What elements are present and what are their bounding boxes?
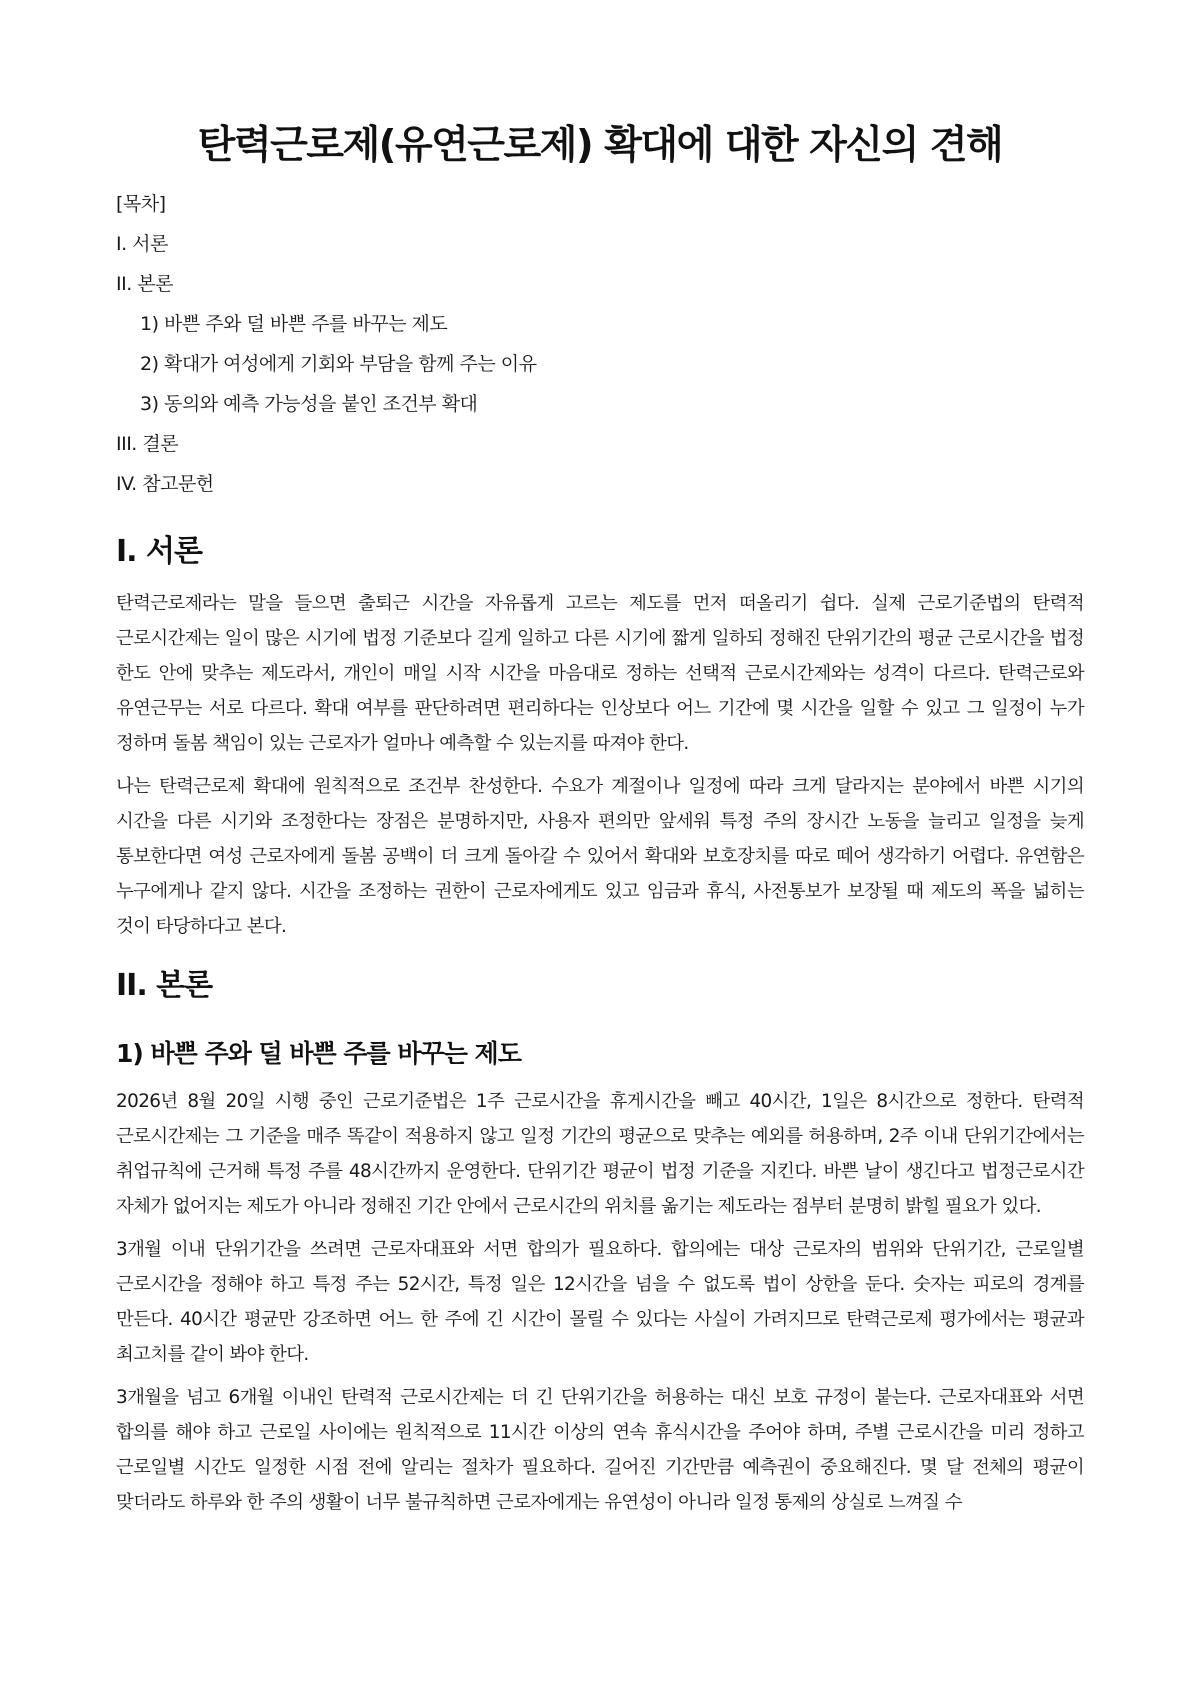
body-paragraph-2: 3개월 이내 단위기간을 쓰려면 근로자대표와 서면 합의가 필요하다. 합의에는 대상 근로자의 범위와 단위기간, 근로일별 근로시간을 정해야 하고 특정 주는 52시간, 특정 일은 12시간을 넘을 수 없도록 법이 상한을 둔다. 숫자는 피로의 경계를 만든다. 40시간 평균만 강조하면 어느 한 주에 긴 시간이 몰릴 수 있다는 사실이 가려지므로 탄력근로제 평가에서는 평균과 최고치를 같이 봐야 한다. xyxy=(116,1239,1084,1365)
intro-paragraph-1: 탄력근로제라는 말을 들으면 출퇴근 시간을 자유롭게 고르는 제도를 먼저 떠올리기 쉽다. 실제 근로기준법의 탄력적 근로시간제는 일이 많은 시기에 법정 기준보다 길게 일하고 다른 시기에 짧게 일하되 정해진 단위기간의 평균 근로시간을 법정 한도 안에 맞추는 제도라서, 개인이 매일 시작 시간을 마음대로 정하는 선택적 근로시간제와는 성격이 다르다. 탄력근로와 유연근무는 서로 다르다. 확대 여부를 판단하려면 편리하다는 인상보다 어느 기간에 몇 시간을 일할 수 있고 그 일정이 누가 정하며 돌봄 책임이 있는 근로자가 얼마나 예측할 수 있는지를 따져야 한다. xyxy=(116,593,1084,754)
intro-paragraph-2: 나는 탄력근로제 확대에 원칙적으로 조건부 찬성한다. 수요가 계절이나 일정에 따라 크게 달라지는 분야에서 바쁜 시기의 시간을 다른 시기와 조정한다는 장점은 분명하지만, 사용자 편의만 앞세워 특정 주의 장시간 노동을 늘리고 일정을 늦게 통보한다면 여성 근로자에게 돌봄 공백이 더 크게 돌아갈 수 있어서 확대와 보호장치를 따로 떼어 생각하기 어렵다. 유연함은 누구에게나 같지 않다. 시간을 조정하는 권한이 근로자에게도 있고 임금과 휴식, 사전통보가 보장될 때 제도의 폭을 넓히는 것이 타당하다고 본다. xyxy=(116,776,1084,937)
section-heading-intro: I. 서론 xyxy=(116,534,202,569)
toc-item-conclusion: III. 결론 xyxy=(116,433,179,455)
toc-item-body-2: 2) 확대가 여성에게 기회와 부담을 함께 주는 이유 xyxy=(140,353,537,375)
toc-item-body-1: 1) 바쁜 주와 덜 바쁜 주를 바꾸는 제도 xyxy=(140,313,448,335)
toc-heading: [목차] xyxy=(116,193,166,215)
toc-item-body-3: 3) 동의와 예측 가능성을 붙인 조건부 확대 xyxy=(140,393,478,415)
document-title: 탄력근로제(유연근로제) 확대에 대한 자신의 견해 xyxy=(197,123,1003,168)
toc-item-intro: I. 서론 xyxy=(116,233,168,255)
toc-item-references: IV. 참고문헌 xyxy=(116,473,214,495)
table-of-contents xyxy=(116,192,1084,512)
body-paragraph-1: 2026년 8월 20일 시행 중인 근로기준법은 1주 근로시간을 휴게시간을 빼고 40시간, 1일은 8시간으로 정한다. 탄력적 근로시간제는 그 기준을 매주 똑같이 적용하지 않고 일정 기간의 평균으로 맞추는 예외를 허용하며, 2주 이내 단위기간에서는 취업규칙에 근거해 특정 주를 48시간까지 운영한다. 단위기간 평균이 법정 기준을 지킨다. 바쁜 날이 생긴다고 법정근로시간 자체가 없어지는 제도가 아니라 정해진 기간 안에서 근로시간의 위치를 옮기는 제도라는 점부터 분명히 밝힐 필요가 있다. xyxy=(116,1091,1084,1217)
body-paragraph-3: 3개월을 넘고 6개월 이내인 탄력적 근로시간제는 더 긴 단위기간을 허용하는 대신 보호 규정이 붙는다. 근로자대표와 서면 합의를 해야 하고 근로일 사이에는 원칙적으로 11시간 이상의 연속 휴식시간을 주어야 하며, 주별 근로시간을 미리 정하고 근로일별 시간도 일정한 시점 전에 알리는 절차가 필요하다. 길어진 기간만큼 예측권이 중요해진다. 몇 달 전체의 평균이 맞더라도 하루와 한 주의 생활이 너무 불규칙하면 근로자에게는 유연성이 아니라 일정 통제의 상실로 느껴질 수 xyxy=(116,1387,1084,1513)
section-heading-body: II. 본론 xyxy=(116,968,213,1003)
subsection-heading-1: 1) 바쁜 주와 덜 바쁜 주를 바꾸는 제도 xyxy=(116,1039,521,1068)
toc-item-body: II. 본론 xyxy=(116,273,173,295)
